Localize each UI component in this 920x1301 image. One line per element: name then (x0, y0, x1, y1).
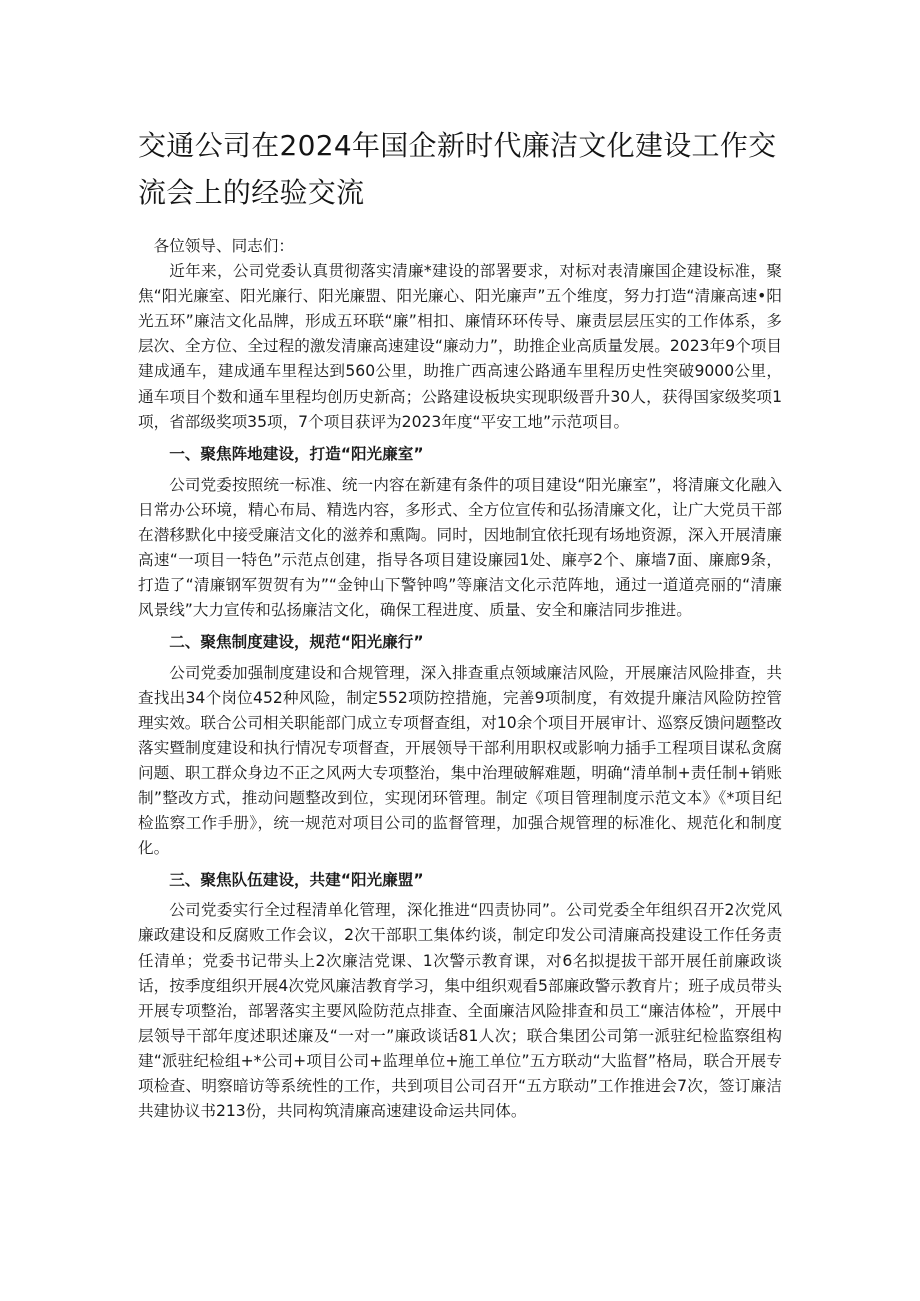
section-heading: 一、聚焦阵地建设，打造“阳光廉室” (169, 444, 424, 463)
section-heading: 三、聚焦队伍建设，共建“阳光廉盟” (169, 871, 424, 890)
section-paragraph: 公司党委实行全过程清单化管理，深化推进“四责协同”。公司党委全年组织召开2次党风廉政建设和反腐败工作会议，2次干部职工集体约谈，制定印发公司清廉高投建设工作任务责任清单；党委书记带头上2次廉洁党课、1次警示教育课，对6名拟提拔干部开展任前廉政谈话，按季度组织开展4次党风廉洁教育学习，集中组织观看5部廉政警示教育片；班子成员带头开展专项整治，部署落实主要风险防范点排查、全面廉洁风险排查和员工“廉洁体检”，开展中层领导干部年度述职述廉及“一对一”廉政谈话81人次；联合集团公司第一派驻纪检监察组构建“派驻纪检组+*公司+项目公司+监理单位+施工单位”五方联动“大监督”格局，联合开展专项检查、明察暗访等系统性的工作，共到项目公司召开“五方联动”工作推进会7次，签订廉洁共建协议书213份，共同构筑清廉高速建设命运共同体。 (138, 901, 782, 1121)
section-paragraph: 公司党委按照统一标准、统一内容在新建有条件的项目建设“阳光廉室”，将清廉文化融入日常办公环境，精心布局、精选内容，多形式、全方位宣传和弘扬清廉文化，让广大党员干部在潜移默化中接受廉洁文化的滋养和熏陶。同时，因地制宜依托现有场地资源，深入开展清廉高速“一项目一特色”示范点创建，指导各项目建设廉园1处、廉亭2个、廉墙7面、廉廊9条，打造了“清廉钢军贺贺有为”“金钟山下警钟鸣”等廉洁文化示范阵地，通过一道道亮丽的“清廉风景线”大力宣传和弘扬廉洁文化，确保工程进度、质量、安全和廉洁同步推进。 (138, 475, 782, 620)
section-paragraph: 公司党委加强制度建设和合规管理，深入排查重点领域廉洁风险，开展廉洁风险排查，共查找出34个岗位452种风险，制定552项防控措施，完善9项制度，有效提升廉洁风险防控管理实效。联合公司相关职能部门成立专项督查组，对10余个项目开展审计、巡察反馈问题整改落实暨制度建设和执行情况专项督查，开展领导干部利用职权或影响力插手工程项目谋私贪腐问题、职工群众身边不正之风两大专项整治，集中治理破解难题，明确“清单制+责任制+销账制”整改方式，推动问题整改到位，实现闭环管理。制定《项目管理制度示范文本》《*项目纪检监察工作手册》，统一规范对项目公司的监督管理，加强合规管理的标准化、规范化和制度化。 (138, 663, 782, 858)
section-heading: 二、聚焦制度建设，规范“阳光廉行” (169, 633, 424, 652)
intro-paragraph: 近年来，公司党委认真贯彻落实清廉*建设的部署要求，对标对表清廉国企建设标准，聚焦“阳光廉室、阳光廉行、阳光廉盟、阳光廉心、阳光廉声”五个维度，努力打造“清廉高速•阳光五环”廉洁文化品牌，形成五环联“廉”相扣、廉情环环传导、廉责层层压实的工作体系，多层次、全方位、全过程的激发清廉高速建设“廉动力”，助推企业高质量发展。2023年9个项目建成通车，建成通车里程达到560公里，助推广西高速公路通车里程历史性突破9000公里，通车项目个数和通车里程均创历史新高；公路建设板块实现职级晋升30人，获得国家级奖项1项，省部级奖项35项，7个项目获评为2023年度“平安工地”示范项目。 (138, 262, 782, 431)
document-title: 交通公司在2024年国企新时代廉洁文化建设工作交流会上的经验交流 (138, 129, 777, 209)
document-body (138, 234, 782, 1124)
salutation: 各位领导、同志们： (153, 237, 294, 255)
